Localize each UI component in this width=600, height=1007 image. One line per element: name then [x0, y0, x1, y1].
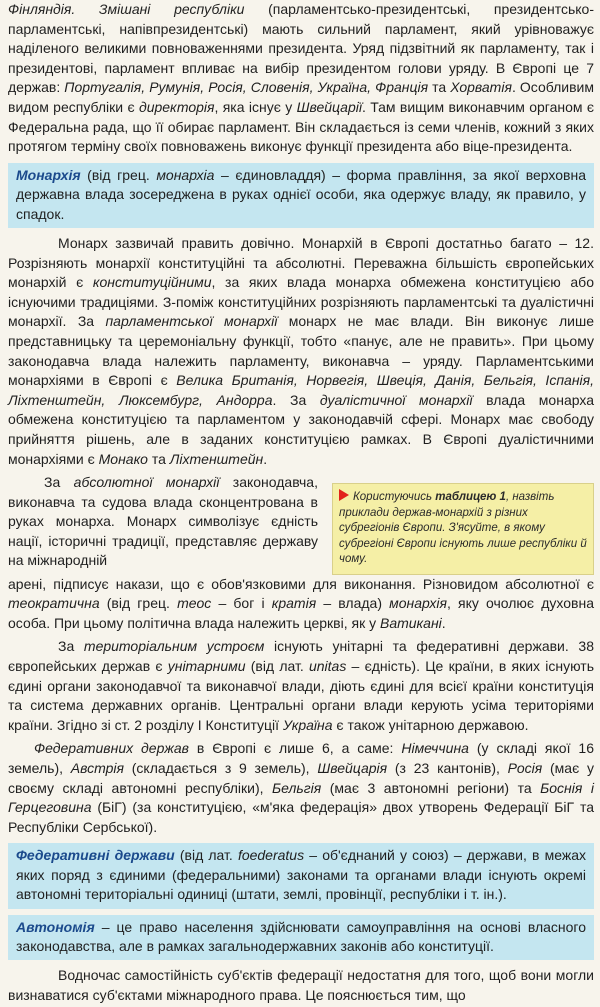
text-segment: unitas: [308, 657, 347, 674]
text-segment: Монарх зазвичай править довічно. Монархій в Європі достатньо багато – 12. Розрізняють монархії конституційні та абсолютні. Переважна більшість європейських монархій є: [8, 234, 594, 291]
text-parliamentary-list: Велика Британія, Норвегія, Швеція, Данія, Бельгія, Іспанія, Ліхтенштейн, Люксембург, Андорра: [8, 372, 594, 408]
paragraph-republics: [8, 0, 594, 157]
text-segment: .: [263, 450, 268, 467]
text-mixed-list: Португалія, Румунія, Росія, Словенія, Україна, Франція: [64, 79, 429, 96]
text-segment: – це право населення здійснювати самоуправління на основі власного законодавства, але в рамках загальнодержавних законів або конституції.: [16, 918, 586, 954]
text-croatia: Хорватія: [450, 79, 512, 96]
text-segment: територіальним устроєм: [83, 638, 265, 655]
text-segment: (від лат.: [174, 847, 238, 864]
text-segment: унітарними: [167, 657, 246, 674]
text-segment: парламентської монархії: [105, 313, 278, 330]
paragraph-absolute-end: [8, 575, 594, 634]
text-segment: кратія: [271, 595, 317, 612]
paragraph-unitary: [8, 637, 594, 735]
text-segment: Німеччина: [401, 740, 469, 757]
text-segment: – влада): [316, 595, 390, 612]
text-segment: , яку очолює духовна особа. При цьому політична влада належить церкві, як у: [8, 595, 594, 631]
text-segment: законодавча, виконавча та судова влада сконцентрована в руках монарха. Монарх символізує єдність нації, історичні традиції, представляє державу на міжнародній: [8, 474, 318, 569]
text-segment: Боснія і Герцеговина: [8, 779, 594, 816]
text-segment: Швейцарія: [317, 759, 388, 776]
text-segment: є також унітарною державою.: [332, 716, 529, 733]
text-segment: монархія: [389, 595, 447, 612]
text-segment: (від грец.: [80, 166, 157, 183]
text-segment: За: [44, 474, 74, 491]
text-segment: (парламентсько-президентські, президентсько-парламентські, напівпрезидентські) мають сильний парламент, який урівноважує наділеного великими повноваженнями президента. Уряд підзвітний як парламенту, так і президентові, парламент впливає на вибір президентом голови уряду. В Європі це 7 держав:: [8, 1, 594, 96]
text-segment: . Особливим видом республіки є: [8, 79, 594, 115]
text-segment: [339, 491, 587, 565]
arrow-marker-icon: [339, 489, 349, 501]
paragraph-federal: [8, 739, 594, 837]
term-autonomy: Автономія: [16, 918, 95, 935]
text-segment: Бельгія: [272, 779, 322, 796]
text-segment: Користуючись: [353, 491, 436, 504]
absolute-row: [8, 473, 594, 575]
text-directory: директорія: [138, 98, 215, 115]
text-finland: Фінляндія.: [8, 1, 99, 17]
text-segment: абсолютної монархії: [73, 474, 220, 491]
text-segment: Австрія: [70, 759, 124, 776]
text-segment: (БіГ) (за конституцією, «м'яка федерація» двох утворень Федерації БіГ та Республіки Сербської).: [8, 799, 594, 835]
text-segment: та: [428, 79, 451, 96]
text-segment: – об'єднаний у союз) – держави, в межах яких поряд з єдиними (федеральними) законами та органами влади існують окремі автономні територіальні одиниці (штати, землі, провінції, республіки і т. ін.).: [16, 847, 586, 903]
term-monarchy: Монархія: [16, 166, 81, 183]
definition-autonomy: [8, 915, 594, 961]
text-segment: . Там вищим виконавчим органом є Федеральна рада, що її обирає парламент. Він складається із семи членів, кожний з яких протягом терміну своїх повноважень виконує функції президента або віце-президента.: [8, 98, 595, 155]
text-segment: теократична: [8, 595, 100, 612]
paragraph-absolute-start: [8, 473, 318, 571]
text-segment: . За: [272, 391, 320, 408]
task-note: [332, 483, 594, 575]
term-federal-states: Федеративні держави: [16, 847, 175, 864]
text-segment: , назвіть приклади держав-монархій з різних субрегіонів Європи. З'ясуйте, в якому субрегіоні Європи існують лише республіки й чому.: [339, 491, 587, 566]
text-segment: Федеративних держав: [34, 740, 189, 757]
link-table-1: таблицею 1: [435, 491, 506, 504]
text-monarchia: монархіа: [156, 166, 215, 183]
text-segment: Водночас самостійність суб'єктів федерації недостатня для того, щоб вони могли визнаватися суб'єктами міжнародного права. Це пояснюється тим, що: [8, 967, 594, 1003]
text-segment: (від лат.: [245, 657, 309, 674]
text-segment: Україна: [282, 716, 333, 733]
text-segment: foederatus: [237, 847, 305, 864]
definition-monarchy: [8, 163, 594, 228]
text-segment: Ватикані: [379, 614, 442, 631]
text-segment: існують унітарні та федеративні держави. 38 європейських держав є: [8, 638, 594, 674]
text-segment: Ліхтенштейн: [169, 450, 264, 467]
text-segment: – єдність). Це країни, в яких існують єдині органи законодавчої та виконавчої влади, діють єдині для всієї країни конституція та система державних органів. Центральні органи влади керують усіма територіями країни. Згідно зі ст. 2 розділу І Конституції: [8, 657, 594, 733]
text-segment: (складається з 9 земель),: [124, 759, 318, 776]
text-segment: (у складі якої 16 земель),: [8, 740, 594, 776]
text-segment: – бог і: [211, 595, 272, 612]
text-segment: .: [441, 614, 446, 631]
text-segment: , яка існує у: [214, 98, 297, 115]
text-segment: арені, підписує накази, що є обов'язковими для виконання. Різновидом абсолютної є: [8, 575, 594, 592]
text-segment: та: [147, 450, 170, 467]
text-segment: в Європі є лише 6, а саме:: [188, 740, 402, 757]
text-segment: – єдиновладдя) – форма правління, за якої верховна державна влада зосереджена в руках однієї особи, яка одержує владу, як правило, у спадок.: [16, 166, 587, 222]
text-segment: конституційними: [92, 274, 212, 291]
absolute-monarchy-block: [8, 473, 594, 633]
text-switzerland: Швейцарії: [296, 98, 362, 115]
text-segment: дуалістичної монархії: [319, 391, 473, 408]
text-segment: За: [58, 638, 84, 655]
text-segment: (має у своєму складі автономні республіки),: [8, 759, 594, 796]
text-segment: теос: [177, 595, 212, 612]
text-segment: влада монарха обмежена конституцією та парламентом у законодавчій сфері. Монарх має свободу прийняття рішень, але в заданих конституцією рамках. В Європі дуалістичними монархіями є: [8, 391, 594, 467]
text-segment: (від грец.: [99, 595, 178, 612]
text-segment: (має 3 автономні регіони) та: [321, 779, 541, 796]
paragraph-monarchies: [8, 234, 594, 469]
text-segment: монарх не має влади. Він виконує лише представницьку та церемоніальну функції, тобто «панує, але не править». При цьому законодавча влада належить парламенту, виконавча – уряду. Парламентськими монархіями в Європі є: [8, 313, 595, 389]
text-segment: , за яких влада монарха обмежена конституцією або існуючими традиціями. З-поміж конституційних розрізняють парламентські та дуалістичні монархії. За: [8, 274, 594, 330]
text-segment: Росія: [507, 759, 543, 776]
text-segment: (з 23 кантонів),: [387, 759, 508, 776]
definition-federal-states: [8, 843, 594, 908]
text-segment: Монако: [98, 450, 148, 467]
paragraph-subjects: [8, 966, 594, 1005]
text-mixed-republics: Змішані республіки: [98, 1, 245, 17]
